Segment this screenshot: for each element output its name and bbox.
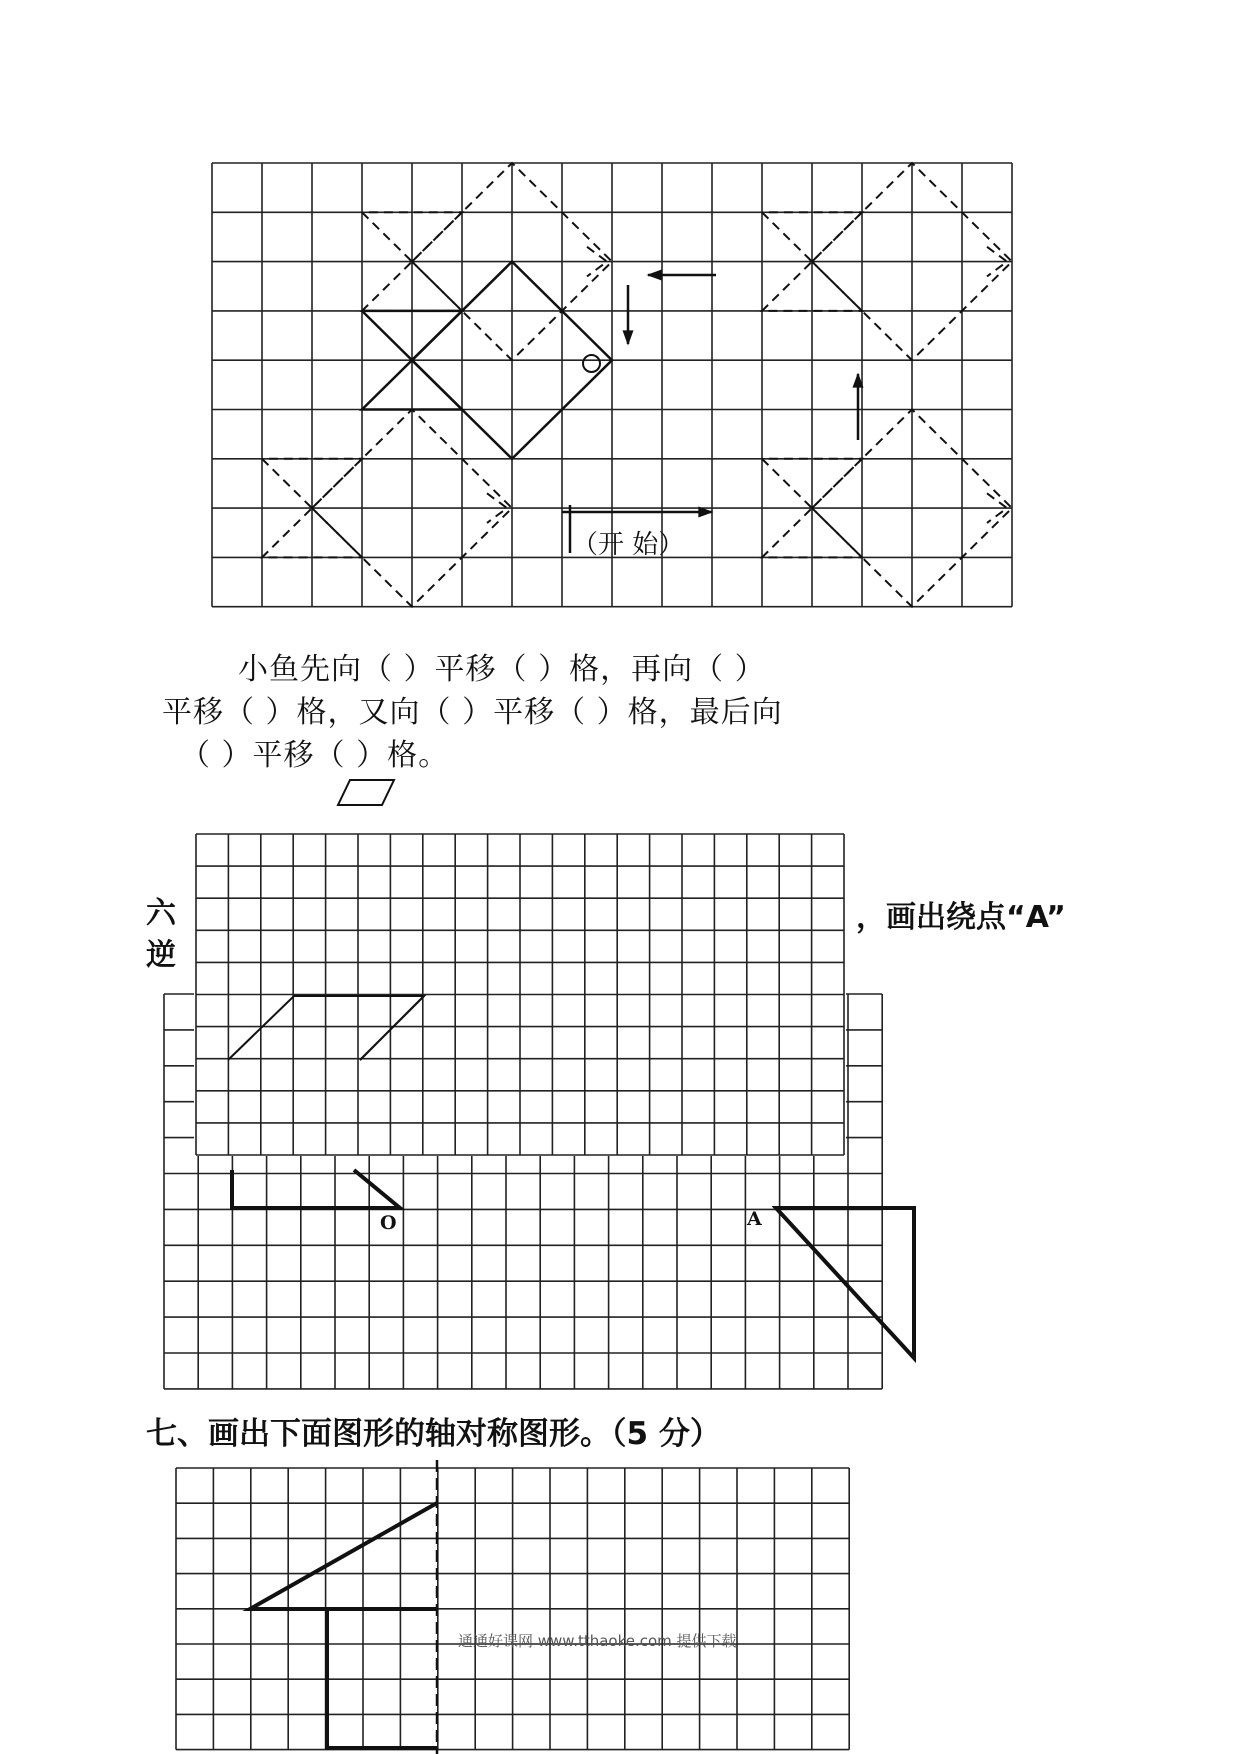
question5-line3: （ ）平移（ ）格。: [180, 738, 450, 773]
label-a: A: [747, 1208, 762, 1230]
overlay-grid-background: [194, 832, 846, 1156]
arrow-head: [853, 374, 863, 387]
question7-heading: 七、画出下面图形的轴对称图形。（5 分）: [146, 1416, 721, 1452]
fish-dashed: [587, 247, 607, 277]
start-label: （开 始）: [572, 530, 685, 560]
fish-dashed: [812, 410, 1012, 607]
fish-dashed: [412, 163, 612, 360]
fish-dashed: [762, 459, 862, 558]
fish-dashed: [312, 410, 512, 607]
footer-watermark: 通通好课网 www.tthaoke.com 提供下载: [458, 1632, 737, 1650]
question6-heading-start-2: 逆: [146, 938, 176, 973]
fish-dashed: [487, 493, 507, 523]
question5-line2: 平移（ ）格，又向（ ）平移（ ）格，最后向: [162, 695, 783, 730]
arrow-head: [623, 331, 633, 344]
question6-heading-start-1: 六: [146, 896, 176, 931]
figure-outline: [232, 1170, 400, 1208]
fish-solid: [362, 311, 462, 410]
fish-dashed: [262, 459, 362, 558]
fish-eye-circle: [582, 354, 601, 373]
figure-outline: [776, 1208, 914, 1358]
fish-dashed: [362, 212, 462, 311]
label-o: O: [380, 1212, 397, 1234]
arrow-head: [648, 270, 661, 280]
arrow-head: [699, 507, 712, 517]
question6-heading-end: ，画出绕点“A”: [856, 900, 1066, 935]
symmetry-figure: [250, 1503, 437, 1609]
fish-dashed: [987, 493, 1007, 523]
fish-dashed: [812, 163, 1012, 360]
symmetry-figure: [327, 1609, 437, 1748]
question5-line1: 小鱼先向（ ）平移（ ）格，再向（ ）: [238, 652, 766, 687]
fish-dashed: [762, 212, 862, 311]
fish-dashed: [987, 247, 1007, 277]
